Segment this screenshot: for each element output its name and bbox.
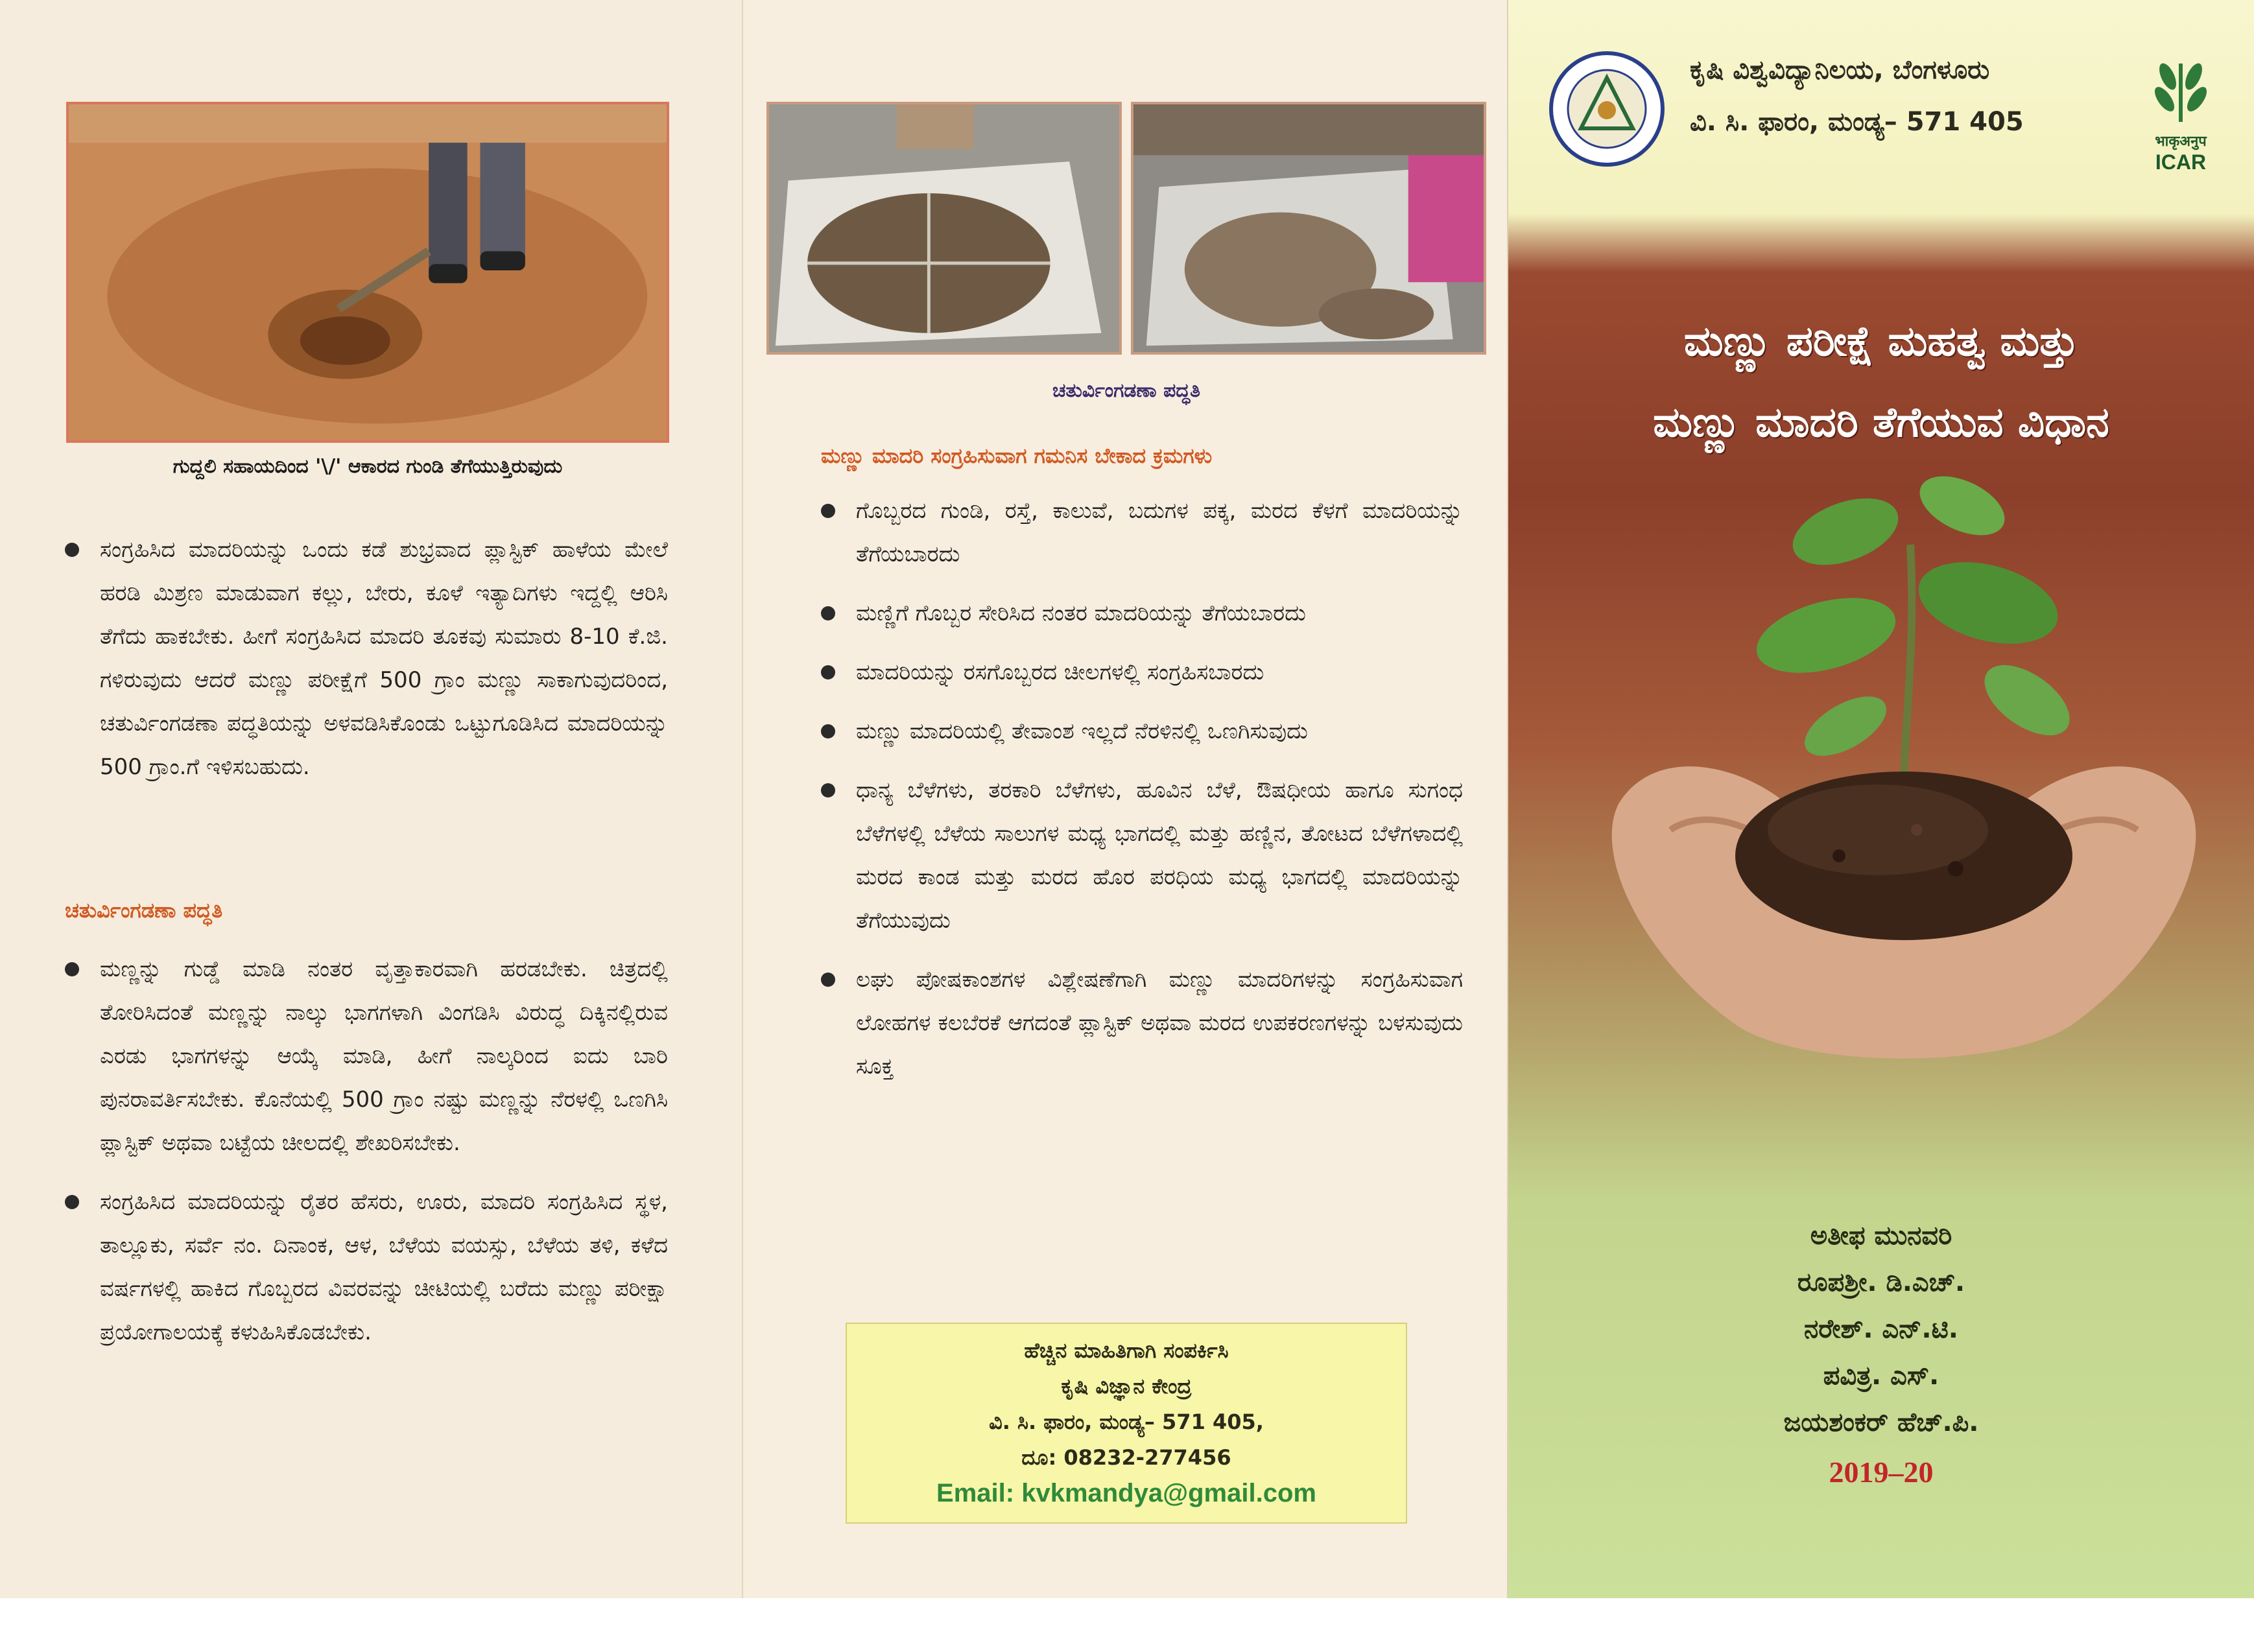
contact-box: [846, 1323, 1407, 1524]
bullet-icon: [65, 1195, 79, 1209]
photo-caption: ಗುದ್ದಲಿ ಸಹಾಯದಿಂದ '\/' ಆಕಾರದ ಗುಂಡಿ ತೆಗೆಯುತ್ತಿರುವುದು: [172, 455, 563, 478]
university-logo: [1548, 51, 1665, 167]
author-name: ರೂಪಶ್ರೀ. ಡಿ.ಎಚ್.: [1797, 1268, 1965, 1297]
publication-year: 2019–20: [1829, 1456, 1934, 1489]
list-item: [821, 490, 1463, 576]
list-item-text: ಧಾನ್ಯ ಬೆಳೆಗಳು, ತರಕಾರಿ ಬೆಳೆಗಳು, ಹೂವಿನ ಬೆಳೆ, ಔಷಧೀಯ ಹಾಗೂ ಸುಗಂಧ ಬೆಳೆಗಳಲ್ಲಿ ಬೆಳೆಯ ಸಾಲುಗಳ ಮಧ್ಯ ಭಾಗದಲ್ಲಿ ಮತ್ತು ಹಣ್ಣಿನ, ತೋಟದ ಬೆಳೆಗಳಾದಲ್ಲಿ ಮರದ ಕಾಂಡ ಮತ್ತು ಮರದ ಹೊರ ಪರಧಿಯ ಮಧ್ಯ ಭಾಗದಲ್ಲಿ ಮಾದರಿಯನ್ನು ತೆಗೆಯುವುದು: [856, 777, 1463, 934]
author-name: ನರೇಶ್. ಎನ್.ಟಿ.: [1804, 1314, 1958, 1344]
section-heading: ಮಣ್ಣು ಮಾದರಿ ಸಂಗ್ರಹಿಸುವಾಗ ಗಮನಿಸ ಬೇಕಾದ ಕ್ರಮಗಳು: [821, 443, 1213, 468]
bullet-icon: [65, 962, 79, 976]
list-item: [821, 710, 1463, 753]
list-item-text: ಗೊಬ್ಬರದ ಗುಂಡಿ, ರಸ್ತೆ, ಕಾಲುವೆ, ಬದುಗಳ ಪಕ್ಕ, ಮರದ ಕೆಳಗೆ ಮಾದರಿಯನ್ನು ತೆಗೆಯಬಾರದು: [856, 498, 1463, 567]
university-seal-icon: [1548, 51, 1665, 167]
contact-email[interactable]: Email: kvkmandya@gmail.com: [936, 1479, 1316, 1507]
seedling-in-hands-image: [1541, 467, 2222, 1083]
list-item-text: ಮಣ್ಣನ್ನು ಗುಡ್ಡೆ ಮಾಡಿ ನಂತರ ವೃತ್ತಾಕಾರವಾಗಿ ಹರಡಬೇಕು. ಚಿತ್ರದಲ್ಲಿ ತೋರಿಸಿದಂತೆ ಮಣ್ಣನ್ನು ನಾಲ್ಕು ಭಾಗಗಳಾಗಿ ವಿಂಗಡಿಸಿ ವಿರುದ್ಧ ದಿಕ್ಕಿನಲ್ಲಿರುವ ಎರಡು ಭಾಗಗಳನ್ನು ಆಯ್ಕೆ ಮಾಡಿ, ಹೀಗೆ ನಾಲ್ಕರಿಂದ ಐದು ಬಾರಿ ಪುನರಾವರ್ತಿಸಬೇಕು. ಕೊನೆಯಲ್ಲಿ 500 ಗ್ರಾಂ ನಷ್ಟು ಮಣ್ಣನ್ನು ನೆರಳಲ್ಲಿ ಒಣಗಿಸಿ ಪ್ಲಾಸ್ಟಿಕ್ ಅಥವಾ ಬಟ್ಟೆಯ ಚೀಲದಲ್ಲಿ ಶೇಖರಿಸಬೇಕು.: [100, 956, 668, 1156]
contact-heading: ಹೆಚ್ಚಿನ ಮಾಹಿತಿಗಾಗಿ ಸಂಪರ್ಕಿಸಿ: [1024, 1338, 1229, 1363]
list-item-text: ಮಾದರಿಯನ್ನು ರಸಗೊಬ್ಬರದ ಚೀಲಗಳಲ್ಲಿ ಸಂಗ್ರಹಿಸಬಾರದು: [856, 659, 1264, 685]
bullet-icon: [821, 504, 835, 518]
photo-digging-pit: [66, 102, 669, 443]
list-item: [821, 769, 1463, 943]
author-name: ಪವಿತ್ರ. ಎಸ್.: [1823, 1361, 1940, 1391]
photo-soil-spread: [766, 102, 1122, 355]
list-item-text: ಸಂಗ್ರಹಿಸಿದ ಮಾದರಿಯನ್ನು ರೈತರ ಹೆಸರು, ಊರು, ಮಾದರಿ ಸಂಗ್ರಹಿಸಿದ ಸ್ಥಳ, ತಾಲ್ಲೂಕು, ಸರ್ವೆ ನಂ. ದಿನಾಂಕ, ಆಳ, ಬೆಳೆಯ ವಯಸ್ಸು, ಬೆಳೆಯ ತಳಿ, ಕಳೆದ ವರ್ಷಗಳಲ್ಲಿ ಹಾಕಿದ ಗೊಬ್ಬರದ ವಿವರವನ್ನು ಚೀಟಿಯಲ್ಲಿ ಬರೆದು ಮಣ್ಣು ಪರೀಕ್ಷಾ ಪ್ರಯೋಗಾಲಯಕ್ಕೆ ಕಳುಹಿಸಿಕೊಡಬೇಕು.: [100, 1189, 668, 1345]
section-heading: ಚತುರ್ವಿಂಗಡಣಾ ಪದ್ಧತಿ: [65, 898, 223, 923]
bullet-icon: [821, 783, 835, 797]
photo-soil-quartering: [1131, 102, 1486, 355]
list-item: [65, 948, 668, 1165]
list-item-text: ಮಣ್ಣಿಗೆ ಗೊಬ್ಬರ ಸೇರಿಸಿದ ನಂತರ ಮಾದರಿಯನ್ನು ತೆಗೆಯಬಾರದು: [856, 600, 1306, 626]
list-item-text: ಮಣ್ಣು ಮಾದರಿಯಲ್ಲಿ ತೇವಾಂಶ ಇಲ್ಲದೆ ನೆರಳಿನಲ್ಲಿ ಒಣಗಿಸುವುದು: [856, 718, 1308, 744]
photo-caption: ಚತುರ್ವಿಂಗಡಣಾ ಪದ್ಧತಿ: [1052, 379, 1201, 402]
university-name: ಕೃಷಿ ವಿಶ್ವವಿದ್ಯಾನಿಲಯ, ಬೆಂಗಳೂರು: [1690, 55, 1990, 85]
list-item: [65, 528, 668, 789]
list-item-text: ಸಂಗ್ರಹಿಸಿದ ಮಾದರಿಯನ್ನು ಒಂದು ಕಡೆ ಶುಭ್ರವಾದ ಪ್ಲಾಸ್ಟಿಕ್ ಹಾಳೆಯ ಮೇಲೆ ಹರಡಿ ಮಿಶ್ರಣ ಮಾಡುವಾಗ ಕಲ್ಲು, ಬೇರು, ಕೂಳೆ ಇತ್ಯಾದಿಗಳು ಇದ್ದಲ್ಲಿ ಆರಿಸಿ ತೆಗೆದು ಹಾಕಬೇಕು. ಹೀಗೆ ಸಂಗ್ರಹಿಸಿದ ಮಾದರಿ ತೂಕವು ಸುಮಾರು 8-10 ಕೆ.ಜಿ. ಗಳಿರುವುದು ಆದರೆ ಮಣ್ಣು ಪರೀಕ್ಷೆಗೆ 500 ಗ್ರಾಂ ಮಣ್ಣು ಸಾಕಾಗುವುದರಿಂದ, ಚತುರ್ವಿಂಗಡಣಾ ಪದ್ಧತಿಯನ್ನು ಅಳವಡಿಸಿಕೊಂಡು ಒಟ್ಟುಗೂಡಿಸಿದ ಮಾದರಿಯನ್ನು 500 ಗ್ರಾಂ.ಗೆ ಇಳಿಸಬಹುದು.: [100, 537, 668, 780]
contact-phone: ದೂ: 08232-277456: [1021, 1445, 1231, 1470]
author-name: ಅತೀಫ ಮುನವರಿ: [1810, 1221, 1952, 1251]
cover-title-line1: ಮಣ್ಣು ಪರೀಕ್ಷೆ ಮಹತ್ವ ಮತ್ತು: [1683, 318, 2079, 366]
icar-label: ICAR: [2155, 150, 2207, 174]
wheat-icon: [2139, 51, 2223, 128]
university-address: ವಿ. ಸಿ. ಫಾರಂ, ಮಂಡ್ಯ– 571 405: [1690, 107, 2024, 137]
panel-cover: [1508, 0, 2254, 1598]
author-name: ಜಯಶಂಕರ್ ಹೆಚ್.ಪಿ.: [1783, 1408, 1979, 1437]
contact-address: ವಿ. ಸಿ. ಫಾರಂ, ಮಂಡ್ಯ– 571 405,: [989, 1410, 1264, 1434]
panel-left: [0, 0, 743, 1598]
bullet-icon: [821, 724, 835, 738]
bullet-list: [821, 490, 1463, 1089]
bullet-list-top: [65, 528, 668, 789]
list-item-text: ಲಘು ಪೋಷಕಾಂಶಗಳ ವಿಶ್ಲೇಷಣೆಗಾಗಿ ಮಣ್ಣು ಮಾದರಿಗಳನ್ನು ಸಂಗ್ರಹಿಸುವಾಗ ಲೋಹಗಳ ಕಲಬೆರಕೆ ಆಗದಂತೆ ಪ್ಲಾಸ್ಟಿಕ್ ಅಥವಾ ಮರದ ಉಪಕರಣಗಳನ್ನು ಬಳಸುವುದು ಸೂಕ್ತ: [856, 967, 1463, 1080]
contact-org: ಕೃಷಿ ವಿಜ್ಞಾನ ಕೇಂದ್ರ: [1061, 1374, 1192, 1398]
list-item: [821, 651, 1463, 694]
bullet-list-bottom: [65, 948, 668, 1354]
list-item: [821, 958, 1463, 1089]
icar-logo: [2139, 51, 2223, 180]
bullet-icon: [821, 973, 835, 987]
bullet-icon: [65, 543, 79, 557]
icar-hindi: भाकृअनुप: [2155, 134, 2207, 150]
list-item: [65, 1181, 668, 1354]
cover-title-line2: ಮಣ್ಣು ಮಾದರಿ ತೆಗೆಯುವ ವಿಧಾನ: [1653, 399, 2109, 447]
authors-block: [1508, 1212, 2254, 1489]
bullet-icon: [821, 665, 835, 679]
bullet-icon: [821, 606, 835, 620]
list-item: [821, 592, 1463, 635]
